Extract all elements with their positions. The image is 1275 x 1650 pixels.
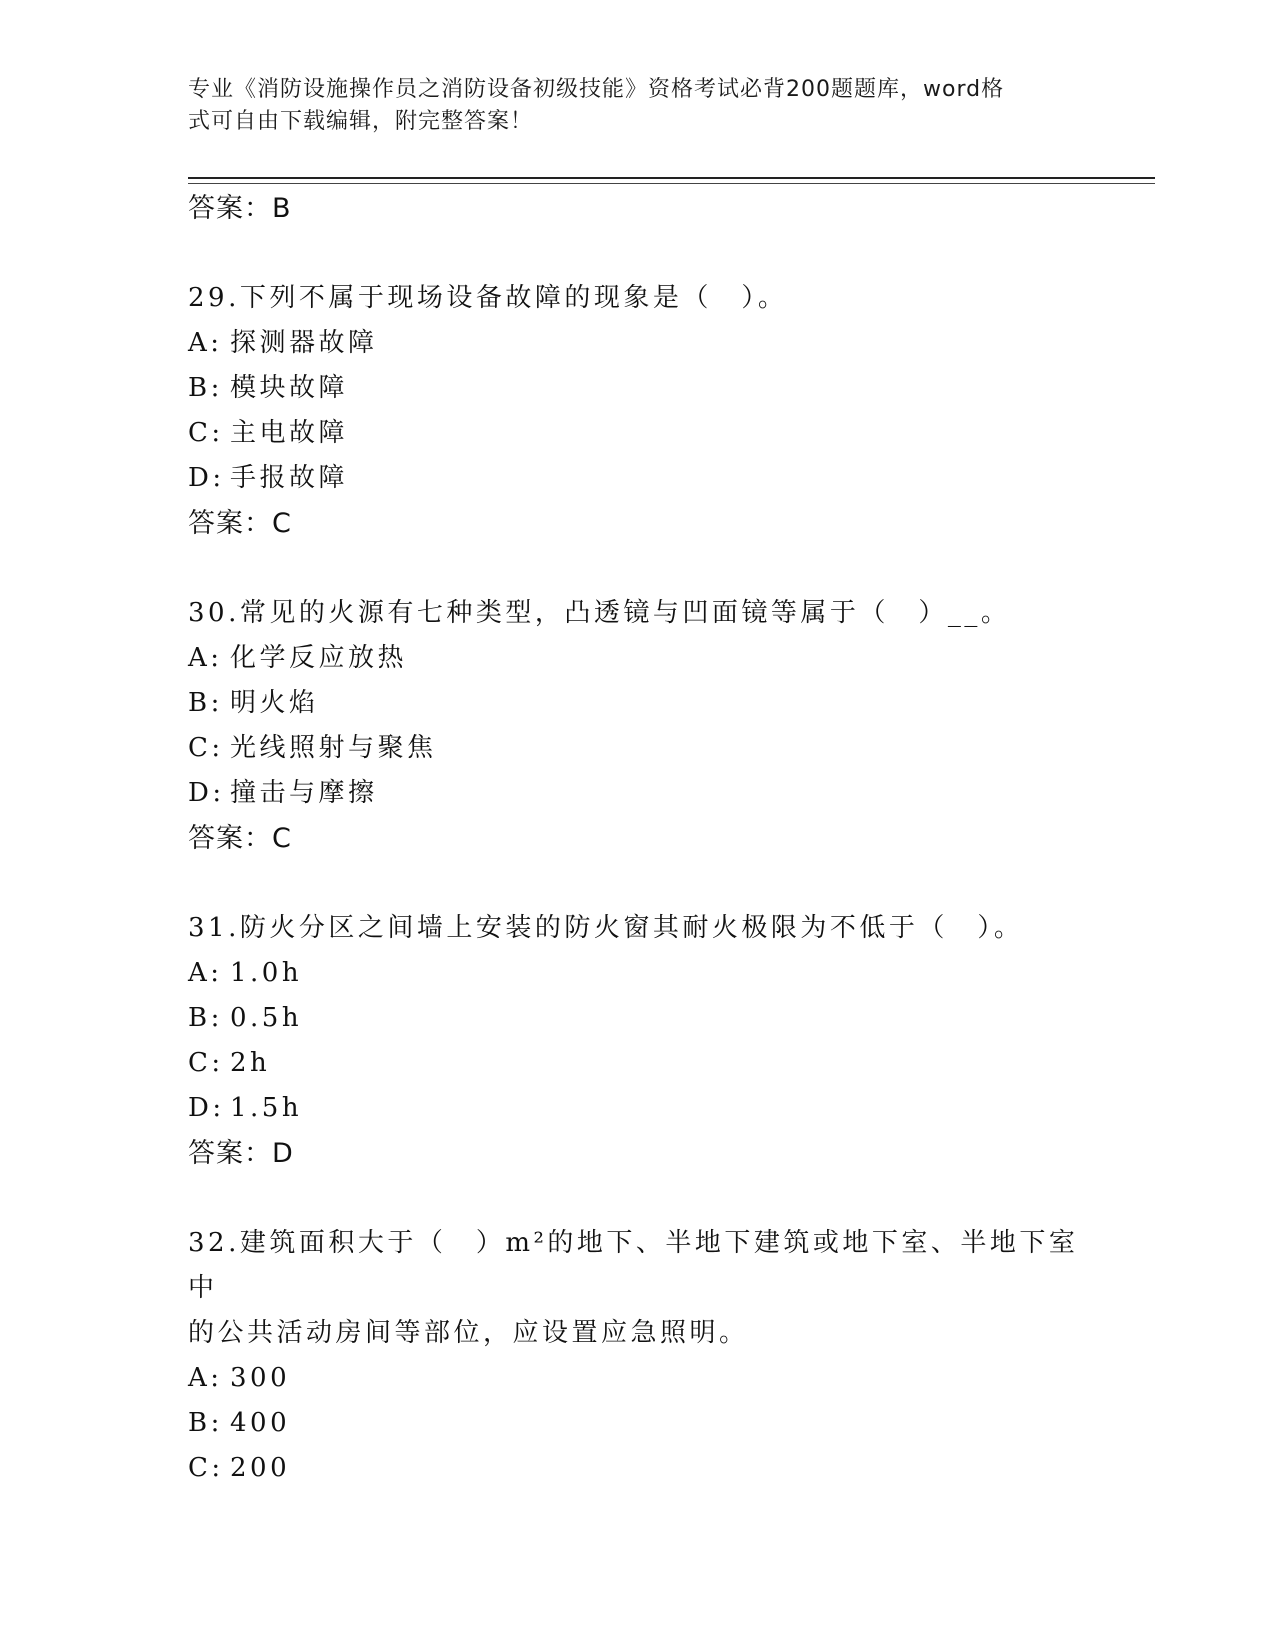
option-text: 模块故障 bbox=[230, 373, 349, 403]
option-letter: B: bbox=[188, 1003, 223, 1033]
question-block bbox=[188, 591, 1088, 862]
question-block bbox=[188, 1221, 1088, 1491]
option-text: 300 bbox=[230, 1363, 291, 1393]
questions-container bbox=[188, 276, 1088, 1491]
option-letter: D: bbox=[188, 778, 225, 808]
question-block bbox=[188, 906, 1088, 1177]
option-text: 400 bbox=[230, 1408, 291, 1438]
option-text: 探测器故障 bbox=[230, 328, 378, 358]
header-divider-thin bbox=[188, 183, 1155, 184]
question-list bbox=[188, 186, 1088, 1491]
option-row bbox=[188, 1401, 1088, 1446]
option-text: 光线照射与聚焦 bbox=[230, 733, 437, 763]
option-row bbox=[188, 726, 1088, 771]
option-letter: B: bbox=[188, 688, 223, 718]
option-letter: B: bbox=[188, 1408, 223, 1438]
option-row bbox=[188, 996, 1088, 1041]
option-row bbox=[188, 411, 1088, 456]
option-text: 手报故障 bbox=[230, 463, 349, 493]
option-letter: D: bbox=[188, 463, 225, 493]
question-stem: 32.建筑面积大于（ ）m²的地下、半地下建筑或地下室、半地下室中 bbox=[188, 1228, 1079, 1303]
option-text: 撞击与摩擦 bbox=[230, 778, 378, 808]
answer-line: 答案：C bbox=[188, 508, 292, 539]
option-letter: B: bbox=[188, 373, 223, 403]
option-letter: D: bbox=[188, 1093, 225, 1123]
answer-line: 答案：D bbox=[188, 1138, 294, 1169]
option-row bbox=[188, 321, 1088, 366]
previous-answer: 答案：B bbox=[188, 193, 292, 224]
option-row bbox=[188, 1086, 1088, 1131]
option-row bbox=[188, 771, 1088, 816]
header-line-2: 式可自由下载编辑，附完整答案！ bbox=[188, 109, 534, 134]
option-row bbox=[188, 1446, 1088, 1491]
option-text: 1.0h bbox=[230, 958, 303, 988]
question-block bbox=[188, 276, 1088, 547]
option-letter: A: bbox=[188, 958, 223, 988]
document-header bbox=[188, 74, 1068, 138]
header-line-1: 专业《消防设施操作员之消防设备初级技能》资格考试必背200题题库，word格 bbox=[188, 77, 1005, 102]
option-letter: A: bbox=[188, 328, 223, 358]
option-row bbox=[188, 1041, 1088, 1086]
option-row bbox=[188, 366, 1088, 411]
option-letter: C: bbox=[188, 1048, 224, 1078]
question-stem: 31.防火分区之间墙上安装的防火窗其耐火极限为不低于（ ）。 bbox=[188, 913, 1024, 943]
option-text: 2h bbox=[230, 1048, 271, 1078]
option-row bbox=[188, 951, 1088, 996]
option-text: 主电故障 bbox=[230, 418, 349, 448]
header-divider-thick bbox=[188, 177, 1155, 179]
option-letter: C: bbox=[188, 733, 224, 763]
option-text: 1.5h bbox=[230, 1093, 303, 1123]
option-letter: A: bbox=[188, 643, 223, 673]
question-stem: 的公共活动房间等部位，应设置应急照明。 bbox=[188, 1318, 749, 1348]
option-letter: C: bbox=[188, 1453, 224, 1483]
option-row bbox=[188, 681, 1088, 726]
option-row bbox=[188, 456, 1088, 501]
option-text: 0.5h bbox=[230, 1003, 303, 1033]
option-text: 200 bbox=[230, 1453, 291, 1483]
option-letter: A: bbox=[188, 1363, 223, 1393]
option-text: 明火焰 bbox=[230, 688, 319, 718]
question-stem: 30.常见的火源有七种类型，凸透镜与凹面镜等属于（ ）__。 bbox=[188, 598, 1011, 628]
option-letter: C: bbox=[188, 418, 224, 448]
answer-line: 答案：C bbox=[188, 823, 292, 854]
option-row bbox=[188, 1356, 1088, 1401]
option-text: 化学反应放热 bbox=[230, 643, 408, 673]
option-row bbox=[188, 636, 1088, 681]
question-stem: 29.下列不属于现场设备故障的现象是（ ）。 bbox=[188, 283, 788, 313]
